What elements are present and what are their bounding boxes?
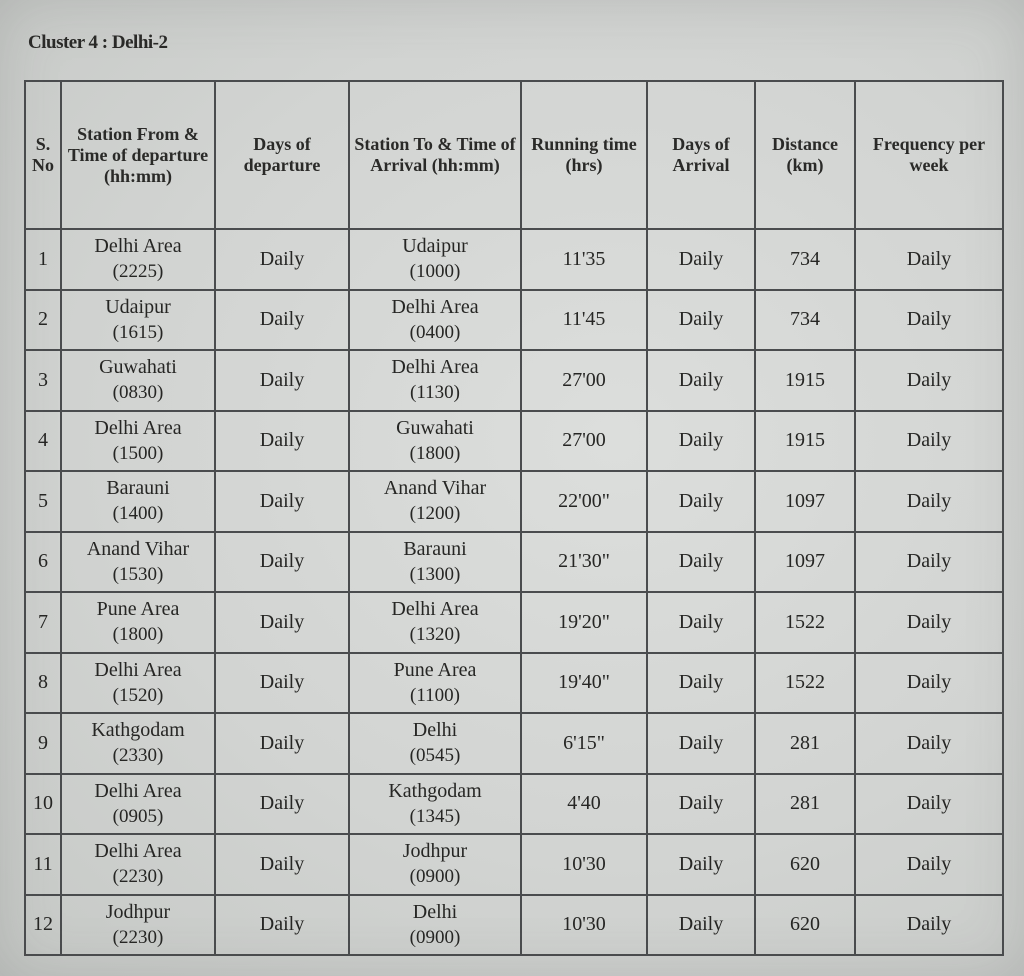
cell-frequency: Daily <box>855 592 1003 653</box>
cell-running-time: 19'20" <box>521 592 647 653</box>
cell-frequency: Daily <box>855 713 1003 774</box>
table-row <box>25 290 1003 351</box>
station-time: (2225) <box>112 261 164 283</box>
column-header-sno: S. No <box>25 81 61 229</box>
cell-to-station <box>349 653 521 714</box>
station-name: Delhi Area <box>94 235 182 258</box>
cell-from-station <box>61 290 215 351</box>
station-time: (1800) <box>112 624 164 646</box>
cell-to-station <box>349 471 521 532</box>
station-name: Udaipur <box>402 235 468 258</box>
cell-from-station <box>61 834 215 895</box>
cell-departure-days: Daily <box>215 834 349 895</box>
table-row <box>25 653 1003 714</box>
cell-to-station <box>349 411 521 472</box>
station-time: (0830) <box>112 382 164 404</box>
table-row <box>25 774 1003 835</box>
cell-departure-days: Daily <box>215 229 349 290</box>
cell-distance: 1915 <box>755 411 855 472</box>
cell-distance: 620 <box>755 834 855 895</box>
cell-departure-days: Daily <box>215 532 349 593</box>
cell-departure-days: Daily <box>215 653 349 714</box>
station-time: (2230) <box>112 926 164 948</box>
station-name: Delhi <box>412 719 458 742</box>
station-time: (1520) <box>112 684 164 706</box>
station-name: Guwahati <box>99 356 177 379</box>
column-header-to-station: Station To & Time of Arrival (hh:mm) <box>349 81 521 229</box>
cell-distance: 1522 <box>755 653 855 714</box>
cell-from-station <box>61 895 215 956</box>
cell-distance: 734 <box>755 229 855 290</box>
cell-running-time: 4'40 <box>521 774 647 835</box>
station-name: Delhi Area <box>94 416 182 439</box>
table-row <box>25 350 1003 411</box>
column-header-distance: Distance (km) <box>755 81 855 229</box>
station-name: Delhi Area <box>94 658 182 681</box>
cell-departure-days: Daily <box>215 411 349 472</box>
cell-to-station <box>349 592 521 653</box>
cell-to-station <box>349 532 521 593</box>
station-time: (2330) <box>112 745 164 767</box>
station-time: (1000) <box>409 261 461 283</box>
cell-frequency: Daily <box>855 229 1003 290</box>
station-name: Anand Vihar <box>383 477 487 500</box>
station-name: Guwahati <box>396 416 474 439</box>
column-header-running-time: Running time (hrs) <box>521 81 647 229</box>
table-row <box>25 471 1003 532</box>
cell-running-time: 27'00 <box>521 411 647 472</box>
cell-to-station <box>349 774 521 835</box>
cell-sno: 11 <box>25 834 61 895</box>
cell-sno: 10 <box>25 774 61 835</box>
cell-running-time: 11'45 <box>521 290 647 351</box>
cell-from-station <box>61 471 215 532</box>
table-row <box>25 532 1003 593</box>
station-time: (1100) <box>410 684 460 706</box>
cell-frequency: Daily <box>855 350 1003 411</box>
station-name: Delhi Area <box>391 598 479 621</box>
station-time: (0900) <box>409 866 461 888</box>
cell-sno: 1 <box>25 229 61 290</box>
column-header-arrival-days: Days of Arrival <box>647 81 755 229</box>
cell-distance: 620 <box>755 895 855 956</box>
station-name: Barauni <box>106 477 170 500</box>
cell-departure-days: Daily <box>215 290 349 351</box>
column-header-from-station: Station From & Time of departure (hh:mm) <box>61 81 215 229</box>
table-row <box>25 229 1003 290</box>
station-time: (1530) <box>112 563 164 585</box>
cell-from-station <box>61 532 215 593</box>
cell-arrival-days: Daily <box>647 411 755 472</box>
cell-sno: 2 <box>25 290 61 351</box>
cell-frequency: Daily <box>855 895 1003 956</box>
station-name: Jodhpur <box>105 900 171 923</box>
station-name: Pune Area <box>96 598 180 621</box>
station-name: Delhi Area <box>94 840 182 863</box>
station-time: (1300) <box>409 563 461 585</box>
cell-frequency: Daily <box>855 774 1003 835</box>
cell-sno: 8 <box>25 653 61 714</box>
column-header-departure-days: Days of departure <box>215 81 349 229</box>
cell-running-time: 6'15" <box>521 713 647 774</box>
cell-from-station <box>61 653 215 714</box>
station-time: (0400) <box>409 321 461 343</box>
cell-distance: 281 <box>755 774 855 835</box>
station-time: (1345) <box>409 805 461 827</box>
cell-distance: 1097 <box>755 471 855 532</box>
station-time: (1615) <box>112 321 164 343</box>
cell-sno: 4 <box>25 411 61 472</box>
cell-to-station <box>349 834 521 895</box>
cell-frequency: Daily <box>855 653 1003 714</box>
cell-sno: 9 <box>25 713 61 774</box>
cell-distance: 281 <box>755 713 855 774</box>
station-time: (0545) <box>409 745 461 767</box>
cell-sno: 12 <box>25 895 61 956</box>
cell-arrival-days: Daily <box>647 834 755 895</box>
station-name: Kathgodam <box>388 779 482 802</box>
cell-from-station <box>61 350 215 411</box>
station-time: (1130) <box>410 382 460 404</box>
cell-sno: 6 <box>25 532 61 593</box>
station-time: (0900) <box>409 926 461 948</box>
station-name: Pune Area <box>393 658 477 681</box>
cell-running-time: 11'35 <box>521 229 647 290</box>
cell-departure-days: Daily <box>215 774 349 835</box>
cell-arrival-days: Daily <box>647 774 755 835</box>
station-time: (2230) <box>112 866 164 888</box>
train-schedule-table <box>24 80 1004 956</box>
table-row <box>25 592 1003 653</box>
cell-departure-days: Daily <box>215 471 349 532</box>
cell-departure-days: Daily <box>215 350 349 411</box>
cell-distance: 1097 <box>755 532 855 593</box>
cell-arrival-days: Daily <box>647 229 755 290</box>
station-time: (1800) <box>409 442 461 464</box>
cell-arrival-days: Daily <box>647 290 755 351</box>
station-time: (1400) <box>112 503 164 525</box>
cell-running-time: 19'40" <box>521 653 647 714</box>
cell-distance: 1915 <box>755 350 855 411</box>
station-name: Kathgodam <box>91 719 185 742</box>
cell-distance: 1522 <box>755 592 855 653</box>
page-title: Cluster 4 : Delhi-2 <box>28 32 168 53</box>
cell-running-time: 10'30 <box>521 895 647 956</box>
column-header-frequency: Frequency per week <box>855 81 1003 229</box>
station-time: (1320) <box>409 624 461 646</box>
cell-from-station <box>61 774 215 835</box>
cell-frequency: Daily <box>855 411 1003 472</box>
table-row <box>25 411 1003 472</box>
cell-distance: 734 <box>755 290 855 351</box>
cell-arrival-days: Daily <box>647 350 755 411</box>
cell-arrival-days: Daily <box>647 653 755 714</box>
cell-to-station <box>349 895 521 956</box>
cell-to-station <box>349 713 521 774</box>
table-header-row <box>25 81 1003 229</box>
cell-running-time: 22'00" <box>521 471 647 532</box>
cell-from-station <box>61 229 215 290</box>
cell-sno: 3 <box>25 350 61 411</box>
cell-from-station <box>61 592 215 653</box>
cell-departure-days: Daily <box>215 592 349 653</box>
station-name: Jodhpur <box>402 840 468 863</box>
cell-sno: 5 <box>25 471 61 532</box>
cell-arrival-days: Daily <box>647 713 755 774</box>
cell-frequency: Daily <box>855 471 1003 532</box>
station-name: Anand Vihar <box>86 537 190 560</box>
cell-departure-days: Daily <box>215 713 349 774</box>
cell-to-station <box>349 290 521 351</box>
station-time: (1500) <box>112 442 164 464</box>
cell-running-time: 27'00 <box>521 350 647 411</box>
table-row <box>25 834 1003 895</box>
table-row <box>25 713 1003 774</box>
station-name: Delhi Area <box>94 779 182 802</box>
cell-frequency: Daily <box>855 834 1003 895</box>
cell-arrival-days: Daily <box>647 471 755 532</box>
cell-frequency: Daily <box>855 290 1003 351</box>
cell-running-time: 10'30 <box>521 834 647 895</box>
cell-departure-days: Daily <box>215 895 349 956</box>
station-name: Udaipur <box>105 295 171 318</box>
table-row <box>25 895 1003 956</box>
cell-from-station <box>61 411 215 472</box>
station-name: Delhi Area <box>391 295 479 318</box>
cell-arrival-days: Daily <box>647 592 755 653</box>
station-name: Delhi <box>412 900 458 923</box>
cell-to-station <box>349 350 521 411</box>
cell-arrival-days: Daily <box>647 895 755 956</box>
cell-sno: 7 <box>25 592 61 653</box>
cell-running-time: 21'30" <box>521 532 647 593</box>
station-name: Barauni <box>403 537 467 560</box>
cell-frequency: Daily <box>855 532 1003 593</box>
station-time: (1200) <box>409 503 461 525</box>
cell-from-station <box>61 713 215 774</box>
station-name: Delhi Area <box>391 356 479 379</box>
cell-to-station <box>349 229 521 290</box>
cell-arrival-days: Daily <box>647 532 755 593</box>
station-time: (0905) <box>112 805 164 827</box>
